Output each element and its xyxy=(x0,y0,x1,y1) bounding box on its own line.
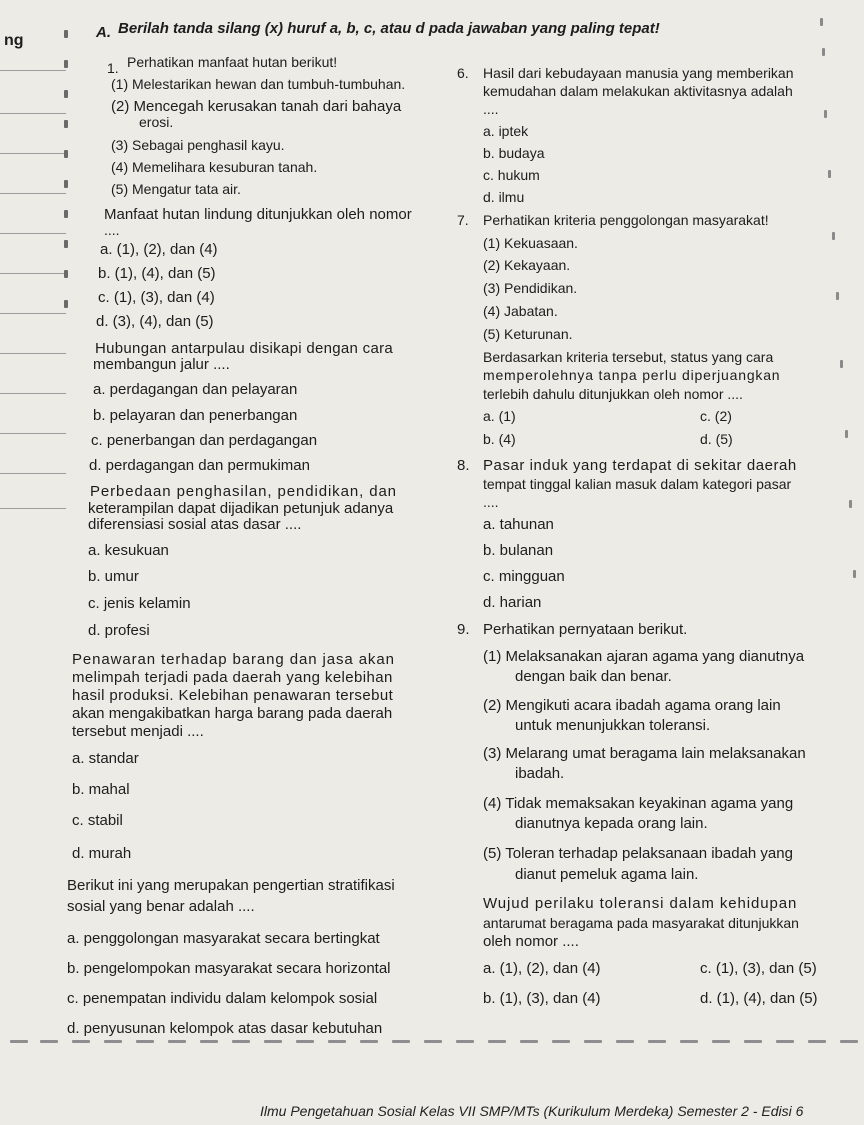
q9-statement-cont: dengan baik dan benar. xyxy=(515,668,672,685)
q9-option-b[interactable]: b. (1), (3), dan (4) xyxy=(483,990,601,1007)
q6-ellipsis: .... xyxy=(483,101,499,117)
q9-statement-cont: untuk menunjukkan toleransi. xyxy=(515,717,711,734)
q3-stem: Perbedaan penghasilan, pendidikan, dan xyxy=(90,483,397,500)
q1-item-cont: erosi. xyxy=(139,114,174,130)
q2-option-b[interactable]: b. pelayaran dan penerbangan xyxy=(93,407,298,424)
q1-option-d[interactable]: d. (3), (4), dan (5) xyxy=(96,313,214,330)
q9-stem-cont: antarumat beragama pada masyarakat ditunjukkan xyxy=(483,915,799,931)
q9-option-a[interactable]: a. (1), (2), dan (4) xyxy=(483,960,601,977)
q6-stem: Hasil dari kebudayaan manusia yang memberikan xyxy=(483,65,794,81)
q5-stem: Berikut ini yang merupakan pengertian stratifikasi xyxy=(67,877,395,894)
q8-stem: Pasar induk yang terdapat di sekitar daerah xyxy=(483,457,797,474)
q7-stem-cont: memperolehnya tanpa perlu diperjuangkan xyxy=(483,367,781,383)
q9-statement: (2) Mengikuti acara ibadah agama orang lain xyxy=(483,697,781,714)
q8-option-a[interactable]: a. tahunan xyxy=(483,516,554,533)
q8-stem-cont: tempat tinggal kalian masuk dalam kategori pasar xyxy=(483,476,792,492)
q8-option-c[interactable]: c. mingguan xyxy=(483,568,565,585)
q9-statement-cont: dianut pemeluk agama lain. xyxy=(515,866,699,883)
q7-option-b[interactable]: b. (4) xyxy=(483,431,516,447)
q6-option-c[interactable]: c. hukum xyxy=(483,167,540,183)
q4-stem: Penawaran terhadap barang dan jasa akan xyxy=(72,651,395,668)
q9-statement: (3) Melarang umat beragama lain melaksanakan xyxy=(483,745,806,762)
q3-option-a[interactable]: a. kesukuan xyxy=(88,542,169,559)
q2-option-d[interactable]: d. perdagangan dan permukiman xyxy=(89,457,310,474)
q7-item: (5) Keturunan. xyxy=(483,326,573,342)
q9-statement-cont: ibadah. xyxy=(515,765,565,782)
q8-ellipsis: .... xyxy=(483,494,499,510)
q4-stem-cont: tersebut menjadi .... xyxy=(72,723,204,740)
q9-stem-cont: oleh nomor .... xyxy=(483,933,579,950)
q1-option-b[interactable]: b. (1), (4), dan (5) xyxy=(98,265,216,282)
q9-stem: Perhatikan pernyataan berikut. xyxy=(483,621,688,638)
q2-option-c[interactable]: c. penerbangan dan perdagangan xyxy=(91,432,318,449)
q9-option-d[interactable]: d. (1), (4), dan (5) xyxy=(700,990,818,1007)
q7-stem: Perhatikan kriteria penggolongan masyarakat! xyxy=(483,212,769,228)
q7-option-a[interactable]: a. (1) xyxy=(483,408,516,424)
q7-option-c[interactable]: c. (2) xyxy=(700,408,732,424)
q1-ellipsis: .... xyxy=(104,222,120,238)
q7-item: (2) Kekayaan. xyxy=(483,257,571,273)
section-letter: A. xyxy=(96,24,111,41)
q4-option-d[interactable]: d. murah xyxy=(72,845,132,862)
q7-item: (4) Jabatan. xyxy=(483,303,558,319)
q1-option-c[interactable]: c. (1), (3), dan (4) xyxy=(98,289,215,306)
instruction: Berilah tanda silang (x) huruf a, b, c, atau d pada jawaban yang paling tepat! xyxy=(118,20,660,37)
q1-prompt: Manfaat hutan lindung ditunjukkan oleh nomor xyxy=(104,206,412,223)
q1-option-a[interactable]: a. (1), (2), dan (4) xyxy=(100,241,218,258)
q1-number: 1. xyxy=(107,60,119,76)
q4-option-c[interactable]: c. stabil xyxy=(72,812,123,829)
page-footer: Ilmu Pengetahuan Sosial Kelas VII SMP/MTs (Kurikulum Merdeka) Semester 2 - Edisi 6 xyxy=(260,1103,804,1119)
q2-stem-cont: membangun jalur .... xyxy=(93,356,230,373)
q1-item: (2) Mencegah kerusakan tanah dari bahaya xyxy=(111,98,402,115)
edge-label: ng xyxy=(4,32,24,49)
q8-option-d[interactable]: d. harian xyxy=(483,594,542,611)
q3-stem-cont: keterampilan dapat dijadikan petunjuk adanya xyxy=(88,500,394,517)
q6-stem-cont: kemudahan dalam melakukan aktivitasnya adalah xyxy=(483,83,793,99)
q3-option-c[interactable]: c. jenis kelamin xyxy=(88,595,191,612)
q7-number: 7. xyxy=(457,212,469,228)
q6-number: 6. xyxy=(457,65,469,81)
q3-stem-cont: diferensiasi sosial atas dasar .... xyxy=(88,516,302,533)
q7-item: (1) Kekuasaan. xyxy=(483,235,578,251)
q4-option-b[interactable]: b. mahal xyxy=(72,781,130,798)
q2-option-a[interactable]: a. perdagangan dan pelayaran xyxy=(93,381,298,398)
q6-option-d[interactable]: d. ilmu xyxy=(483,189,525,205)
q7-stem-cont: Berdasarkan kriteria tersebut, status yang cara xyxy=(483,349,774,365)
q4-option-a[interactable]: a. standar xyxy=(72,750,139,767)
q9-stem-cont: Wujud perilaku toleransi dalam kehidupan xyxy=(483,895,798,912)
q4-stem-cont: akan mengakibatkan harga barang pada daerah xyxy=(72,705,393,722)
q5-option-a[interactable]: a. penggolongan masyarakat secara bertingkat xyxy=(67,930,380,947)
q7-option-d[interactable]: d. (5) xyxy=(700,431,733,447)
q9-statement: (5) Toleran terhadap pelaksanaan ibadah yang xyxy=(483,845,793,862)
q9-statement: (4) Tidak memaksakan keyakinan agama yang xyxy=(483,795,794,812)
binding-margin-lines xyxy=(0,0,70,520)
q1-item: (1) Melestarikan hewan dan tumbuh-tumbuhan. xyxy=(111,76,406,92)
q9-statement: (1) Melaksanakan ajaran agama yang dianutnya xyxy=(483,648,805,665)
q1-item: (4) Memelihara kesuburan tanah. xyxy=(111,159,318,175)
q1-stem: Perhatikan manfaat hutan berikut! xyxy=(127,54,338,70)
q4-stem-cont: hasil produksi. Kelebihan penawaran tersebut xyxy=(72,687,394,704)
q9-statement-cont: dianutnya kepada orang lain. xyxy=(515,815,708,832)
q5-option-b[interactable]: b. pengelompokan masyarakat secara horizontal xyxy=(67,960,391,977)
dashed-separator xyxy=(0,1040,864,1046)
q1-item: (5) Mengatur tata air. xyxy=(111,181,241,197)
q5-option-c[interactable]: c. penempatan individu dalam kelompok sosial xyxy=(67,990,378,1007)
q9-number: 9. xyxy=(457,621,470,638)
q9-option-c[interactable]: c. (1), (3), dan (5) xyxy=(700,960,817,977)
q2-stem: Hubungan antarpulau disikapi dengan cara xyxy=(95,340,394,357)
q4-stem-cont: melimpah terjadi pada daerah yang kelebihan xyxy=(72,669,393,686)
q3-option-b[interactable]: b. umur xyxy=(88,568,139,585)
q5-option-d[interactable]: d. penyusunan kelompok atas dasar kebutuhan xyxy=(67,1020,383,1037)
q8-option-b[interactable]: b. bulanan xyxy=(483,542,554,559)
q7-stem-cont: terlebih dahulu ditunjukkan oleh nomor .... xyxy=(483,386,743,402)
q6-option-a[interactable]: a. iptek xyxy=(483,123,529,139)
q6-option-b[interactable]: b. budaya xyxy=(483,145,545,161)
q1-item: (3) Sebagai penghasil kayu. xyxy=(111,137,285,153)
q7-item: (3) Pendidikan. xyxy=(483,280,578,296)
q5-stem-cont: sosial yang benar adalah .... xyxy=(67,898,255,915)
q8-number: 8. xyxy=(457,457,470,474)
q3-option-d[interactable]: d. profesi xyxy=(88,622,150,639)
